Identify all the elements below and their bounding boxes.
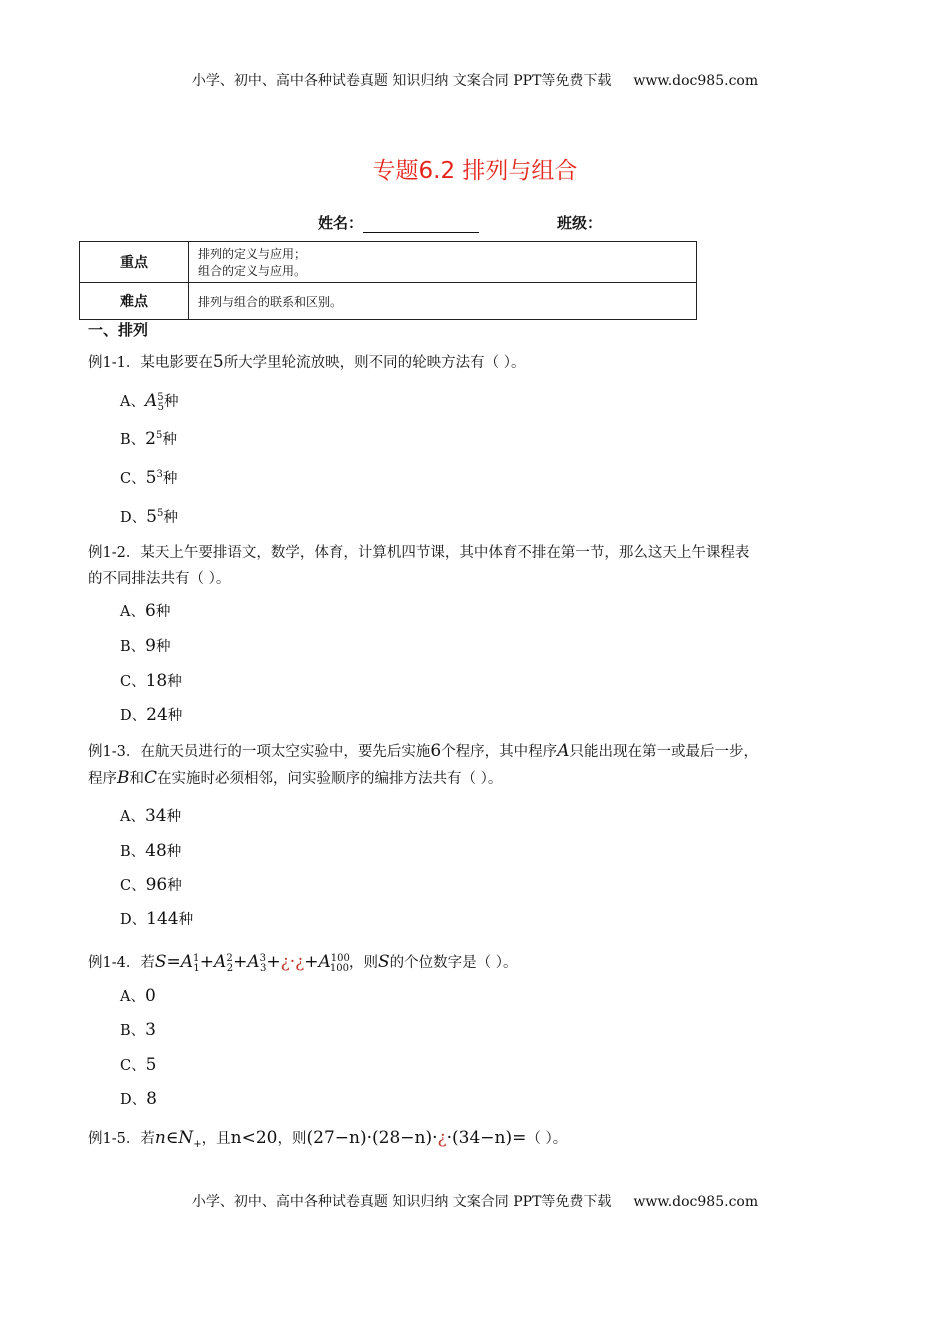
option-label: C、 (120, 878, 146, 894)
option-label: A、 (120, 394, 145, 410)
difficulty-content: 排列与组合的联系和区别。 (189, 283, 697, 320)
header-text: 小学、初中、高中各种试卷真题 知识归纳 文案合同 PPT等免费下载 (191, 73, 612, 89)
unit: 种 (167, 674, 182, 690)
q4-option-c[interactable] (120, 1054, 156, 1075)
math: C (144, 768, 158, 788)
math: 6 (144, 601, 156, 621)
unit: 种 (155, 639, 171, 655)
math: 3 (145, 1020, 156, 1040)
unit: 种 (162, 471, 178, 487)
math: A (180, 951, 194, 972)
math: ¿·¿ (280, 951, 305, 972)
q3-line-1 (88, 738, 868, 765)
unit: 种 (167, 878, 182, 894)
sub: 5 (157, 401, 165, 413)
math: A (214, 951, 227, 972)
math: (27−n)·(28−n)· (306, 1128, 438, 1148)
math: 9 (145, 636, 156, 656)
q2-option-a[interactable] (120, 600, 170, 621)
sup: 3 (156, 469, 163, 481)
sub: + (193, 1138, 202, 1150)
option-label: D、 (120, 708, 147, 724)
unit: 种 (166, 844, 182, 860)
q1-prefix: 例1-1．某电影要在 (88, 355, 213, 371)
text: 例1-5．若 (88, 1131, 155, 1147)
math: + (304, 951, 319, 972)
q1-option-a[interactable] (120, 390, 179, 413)
text: 和 (129, 771, 144, 787)
math: + (199, 951, 215, 972)
text: ，且 (201, 1131, 231, 1147)
option-label: A、 (120, 809, 145, 825)
sup: 5 (156, 508, 164, 520)
text: （ ）。 (526, 1131, 568, 1147)
math: A (144, 391, 158, 411)
name-row (318, 212, 602, 233)
q2-option-c[interactable] (120, 670, 182, 691)
footer-url[interactable]: www.doc985.com (633, 1194, 759, 1210)
q1-option-d[interactable] (120, 506, 178, 527)
math: + (266, 951, 281, 972)
math: B (117, 768, 130, 788)
math: 0 (144, 986, 156, 1006)
unit: 种 (166, 809, 182, 825)
sub: 100 (329, 962, 349, 974)
option-label: B、 (120, 844, 146, 860)
q2-line-2: 的不同排法共有（ ）。 (88, 571, 231, 587)
q4-option-a[interactable] (120, 985, 156, 1006)
header-url[interactable]: www.doc985.com (633, 73, 759, 89)
q3-option-c[interactable] (120, 874, 182, 895)
unit: 种 (167, 708, 183, 724)
focus-content (189, 242, 697, 283)
q1-suffix: 所大学里轮流放映，则不同的轮映方法有（ ）。 (223, 355, 526, 371)
option-label: D、 (120, 1092, 147, 1108)
unit: 种 (163, 510, 178, 526)
text: 个程序，其中程序 (441, 744, 558, 760)
math: = (166, 951, 181, 972)
option-label: C、 (120, 471, 146, 487)
text: ，则 (277, 1131, 307, 1147)
sub: 1 (193, 962, 200, 974)
sup: 3 (259, 953, 266, 964)
difficulty-label: 难点 (80, 283, 189, 320)
unit: 种 (155, 604, 171, 620)
text: 程序 (88, 771, 117, 787)
math: 96 (145, 875, 168, 895)
option-label: C、 (120, 1058, 146, 1074)
math: 5 (146, 507, 157, 527)
sup: 2 (226, 953, 233, 964)
q2-option-d[interactable] (120, 704, 182, 725)
text: 只能出现在第一或最后一步， (569, 744, 758, 760)
sup: 100 (330, 953, 350, 964)
math: 48 (145, 841, 167, 861)
unit: 种 (164, 394, 179, 410)
math: 34 (144, 806, 167, 826)
math: S (154, 951, 167, 972)
math: n∈N (154, 1128, 194, 1148)
math: 5 (145, 1055, 157, 1075)
q4-option-b[interactable] (120, 1019, 156, 1040)
q3-option-b[interactable] (120, 840, 181, 861)
text: 例1-3．在航天员进行的一项太空实验中，要先后实施 (88, 744, 431, 760)
q1-option-b[interactable] (120, 428, 177, 449)
question-1-4 (88, 946, 868, 982)
q4-option-d[interactable] (120, 1088, 157, 1109)
focus-line-2: 组合的定义与应用。 (198, 264, 307, 278)
page-header (0, 70, 950, 90)
math: + (233, 951, 248, 972)
footer-text: 小学、初中、高中各种试卷真题 知识归纳 文案合同 PPT等免费下载 (191, 1194, 612, 1210)
math: A (247, 951, 260, 972)
q2-line-1: 例1-2．某天上午要排语文，数学，体育，计算机四节课，其中体育不排在第一节，那么这天上午课程表 (88, 545, 750, 561)
math: n<20 (230, 1128, 278, 1148)
math: 144 (146, 909, 179, 929)
question-1-5 (88, 1125, 868, 1158)
page-title: 专题6.2 排列与组合 (372, 158, 578, 184)
sup: 5 (155, 430, 163, 442)
question-1-3 (88, 738, 868, 792)
q1-option-c[interactable] (120, 467, 177, 488)
sub: 2 (226, 962, 234, 974)
option-label: A、 (120, 604, 145, 620)
question-1-1 (88, 349, 868, 376)
text: 在实施时必须相邻，问实验顺序的编排方法共有（ ）。 (157, 771, 503, 787)
sub: 3 (259, 962, 267, 974)
section-heading: 一、排列 (88, 321, 149, 339)
question-1-2 (88, 540, 868, 592)
page-footer (0, 1191, 950, 1211)
q3-line-2 (88, 765, 868, 792)
q3-option-d[interactable] (120, 908, 193, 929)
q2-option-b[interactable] (120, 635, 170, 656)
text: 的个位数字是（ ）。 (389, 954, 518, 971)
math: 6 (430, 741, 442, 761)
focus-line-1: 排列的定义与应用； (198, 247, 307, 261)
q3-option-a[interactable] (120, 805, 181, 826)
unit: 种 (162, 432, 177, 448)
name-blank[interactable] (363, 218, 479, 233)
math: 24 (146, 705, 168, 725)
text: ，则 (348, 954, 378, 971)
text: 例1-4．若 (88, 954, 155, 971)
name-label: 姓名： (318, 214, 364, 232)
option-label: A、 (120, 989, 145, 1005)
math: 2 (145, 429, 156, 449)
math: 8 (146, 1089, 157, 1109)
math: S (377, 951, 390, 972)
math: ·(34−n)= (446, 1128, 527, 1148)
q1-num: 5 (212, 352, 224, 372)
option-label: C、 (120, 674, 146, 690)
sup: 1 (193, 953, 200, 964)
sup: 5 (157, 392, 164, 404)
option-label: B、 (120, 639, 146, 655)
math: ¿ (437, 1128, 447, 1148)
math: A (557, 741, 570, 761)
option-label: B、 (120, 1023, 146, 1039)
option-label: D、 (120, 912, 147, 928)
unit: 种 (178, 912, 194, 928)
math: 18 (145, 671, 168, 691)
class-label: 班级： (557, 214, 603, 232)
math: 5 (145, 468, 157, 488)
keypoints-table (79, 241, 697, 320)
option-label: B、 (120, 432, 146, 448)
option-label: D、 (120, 510, 147, 526)
focus-label: 重点 (80, 242, 189, 283)
math: A (318, 951, 331, 972)
